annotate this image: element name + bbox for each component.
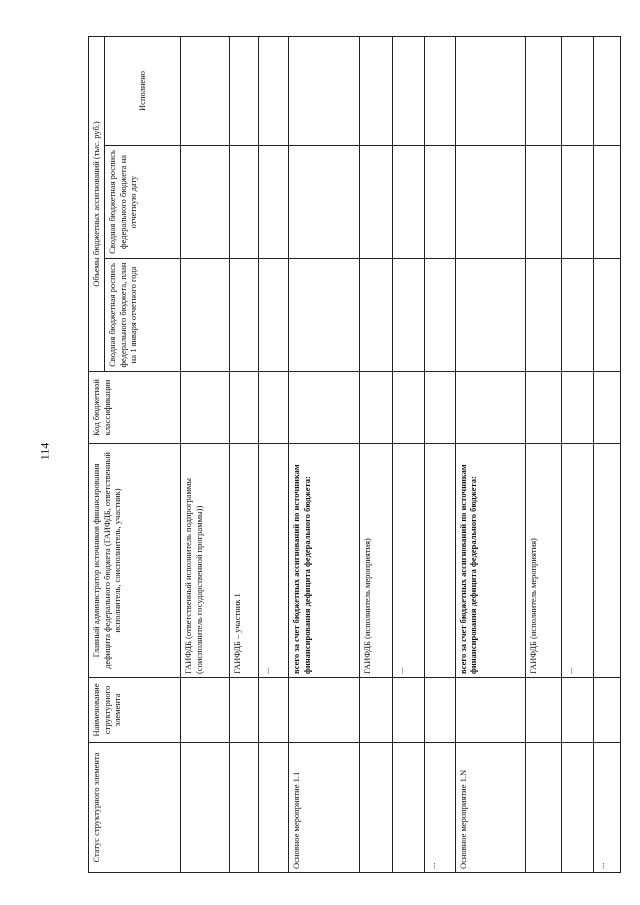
cell-report <box>424 146 455 259</box>
table-row <box>230 36 258 872</box>
cell-plan <box>258 259 289 372</box>
cell-report <box>230 146 258 259</box>
budget-table <box>88 36 621 873</box>
cell-report <box>359 146 392 259</box>
cell-admin: всего за счет бюджетных ассигнований по источникам финансирования дефицита федерального бюджета: <box>455 444 525 678</box>
cell-plan <box>561 259 593 372</box>
cell-executed <box>561 36 593 145</box>
cell-executed <box>181 36 230 145</box>
cell-admin: ... <box>561 444 593 678</box>
table-row <box>561 36 593 872</box>
cell-status <box>181 743 230 873</box>
cell-plan <box>359 259 392 372</box>
cell-kbk <box>289 372 359 444</box>
cell-executed <box>424 36 455 145</box>
cell-status <box>392 743 424 873</box>
cell-status <box>230 743 258 873</box>
cell-kbk <box>181 372 230 444</box>
cell-admin: ГАИФДБ (исполнитель мероприятия) <box>359 444 392 678</box>
cell-report <box>258 146 289 259</box>
cell-kbk <box>424 372 455 444</box>
table-row <box>593 36 620 872</box>
cell-name <box>289 678 359 743</box>
cell-name <box>181 678 230 743</box>
cell-admin: ... <box>258 444 289 678</box>
cell-name <box>258 678 289 743</box>
cell-executed <box>593 36 620 145</box>
cell-name <box>526 678 562 743</box>
header-name: Наименование структурного элемента <box>89 678 181 743</box>
cell-admin: всего за счет бюджетных ассигнований по источникам финансирования дефицита федерального бюджета: <box>289 444 359 678</box>
cell-executed <box>392 36 424 145</box>
cell-status: ... <box>424 743 455 873</box>
cell-name <box>424 678 455 743</box>
header-admin: Главный администратор источников финансирования дефицита федерального бюджета (ГАИФДБ, ответственный исполнитель, соисполнитель, участник) <box>89 444 181 678</box>
page-number: 114 <box>37 442 52 461</box>
cell-admin <box>424 444 455 678</box>
cell-plan <box>526 259 562 372</box>
cell-report <box>392 146 424 259</box>
cell-kbk <box>230 372 258 444</box>
cell-name <box>455 678 525 743</box>
table-row <box>258 36 289 872</box>
cell-executed <box>289 36 359 145</box>
cell-status <box>561 743 593 873</box>
header-volumes: Объемы бюджетных ассигнований (тыс. руб.) <box>89 36 105 371</box>
cell-admin: ... <box>392 444 424 678</box>
cell-kbk <box>455 372 525 444</box>
cell-plan <box>455 259 525 372</box>
cell-kbk <box>561 372 593 444</box>
header-plan: Сводная бюджетная роспись федерального бюджета, план на 1 января отчетного года <box>105 259 181 372</box>
header-executed: Исполнено <box>105 36 181 145</box>
table-row <box>424 36 455 872</box>
table-row <box>526 36 562 872</box>
table-row <box>359 36 392 872</box>
cell-kbk <box>392 372 424 444</box>
cell-status <box>258 743 289 873</box>
cell-report <box>526 146 562 259</box>
cell-executed <box>455 36 525 145</box>
cell-plan <box>593 259 620 372</box>
cell-status: Основное мероприятие 1.1 <box>289 743 359 873</box>
cell-status: Основное мероприятие 1.N <box>455 743 525 873</box>
cell-status <box>526 743 562 873</box>
cell-executed <box>258 36 289 145</box>
cell-name <box>561 678 593 743</box>
cell-kbk <box>526 372 562 444</box>
table-row <box>181 36 230 872</box>
table-body <box>181 36 621 872</box>
cell-kbk <box>359 372 392 444</box>
cell-report <box>561 146 593 259</box>
table-row <box>392 36 424 872</box>
cell-executed <box>230 36 258 145</box>
cell-report <box>455 146 525 259</box>
cell-admin: ГАИФДБ (исполнитель мероприятия) <box>526 444 562 678</box>
header-kbk: Код бюджетной классификации <box>89 372 181 444</box>
rotated-table-area <box>88 37 621 873</box>
cell-name <box>593 678 620 743</box>
cell-admin: ГАИФДБ (ответственный исполнитель подпрограммы (соисполнитель государственной программы)) <box>181 444 230 678</box>
table-row <box>289 36 359 872</box>
table-row <box>455 36 525 872</box>
cell-report <box>593 146 620 259</box>
header-status: Статус структурного элемента <box>89 743 181 873</box>
cell-name <box>392 678 424 743</box>
cell-name <box>359 678 392 743</box>
cell-report <box>289 146 359 259</box>
cell-plan <box>181 259 230 372</box>
cell-name <box>230 678 258 743</box>
cell-kbk <box>258 372 289 444</box>
cell-plan <box>424 259 455 372</box>
cell-plan <box>289 259 359 372</box>
cell-admin: ГАИФДБ – участник 1 <box>230 444 258 678</box>
cell-executed <box>526 36 562 145</box>
cell-plan <box>230 259 258 372</box>
cell-kbk <box>593 372 620 444</box>
cell-status: ... <box>593 743 620 873</box>
header-report: Сводная бюджетная роспись федерального бюджета на отчетную дату <box>105 146 181 259</box>
cell-admin <box>593 444 620 678</box>
cell-executed <box>359 36 392 145</box>
cell-report <box>181 146 230 259</box>
table-container <box>88 37 621 873</box>
cell-status <box>359 743 392 873</box>
cell-plan <box>392 259 424 372</box>
